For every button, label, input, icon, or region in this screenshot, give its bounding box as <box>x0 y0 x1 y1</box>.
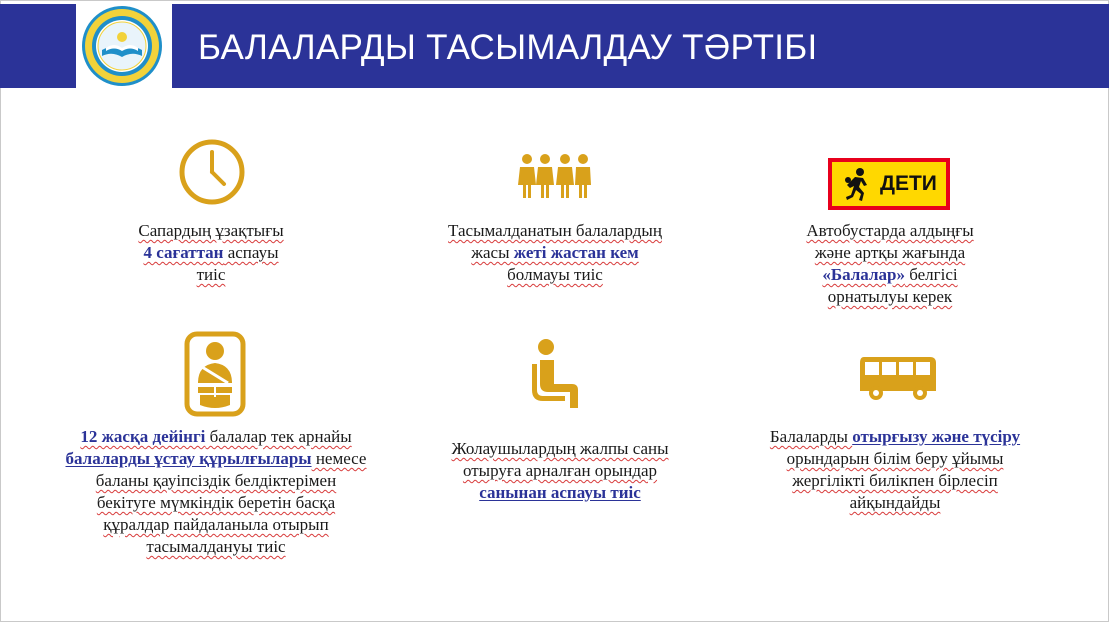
card-text-line <box>46 448 386 470</box>
highlight-text: «Балалар» <box>822 265 905 284</box>
text-segment: орындарын білім беру ұйымы <box>786 449 1004 468</box>
card-text-line <box>760 220 1020 242</box>
card-text-line <box>760 264 1020 286</box>
card-text-line <box>410 264 700 286</box>
text-segment: балалар тек арнайы <box>205 427 352 446</box>
text-segment: Сапардың ұзақтығы <box>138 221 284 240</box>
text-segment: аспауы <box>223 243 279 262</box>
child-seat-icon <box>184 331 246 417</box>
text-segment: немесе <box>311 449 367 468</box>
highlight-text: санынан аспауы тиіс <box>479 483 641 502</box>
text-segment: белгісі <box>904 265 958 284</box>
text-segment: Балаларды <box>769 427 853 446</box>
card-text-line <box>410 438 710 460</box>
text-segment: жергілікті билікпен бірлесіп <box>792 471 998 490</box>
card-text-line <box>410 460 710 482</box>
text-segment: отыруға арналған орындар <box>462 461 658 480</box>
card-text-line <box>740 492 1050 514</box>
children-group-icon <box>518 153 592 199</box>
card-text-line <box>46 426 386 448</box>
highlight-text: отырғызу және түсіру <box>852 427 1021 446</box>
highlight-text: жасқа дейінгі <box>101 427 206 446</box>
card-text-line <box>46 514 386 536</box>
card-text-line <box>96 242 326 264</box>
card-trip-duration <box>96 220 326 286</box>
text-segment: жасы <box>471 243 514 262</box>
running-children-icon <box>840 167 874 201</box>
clock-icon <box>178 138 246 206</box>
text-segment: және артқы жағында <box>814 243 966 262</box>
card-text-line <box>410 242 700 264</box>
highlight-text: жеті жастан кем <box>513 243 639 262</box>
text-segment: Жолаушылардың жалпы саны <box>451 439 669 458</box>
card-text-line <box>740 426 1050 448</box>
text-segment: тасымалдануы тиіс <box>146 537 286 556</box>
page-title: БАЛАЛАРДЫ ТАСЫМАЛДАУ ТӘРТІБІ <box>198 28 818 67</box>
card-text-line <box>46 492 386 514</box>
card-text-line <box>96 220 326 242</box>
text-segment: болмауы тиіс <box>507 265 603 284</box>
text-segment: бекітуге мүмкіндік беретін басқа <box>96 493 336 512</box>
card-text-line <box>410 482 710 504</box>
highlight-text: 12 <box>80 427 102 446</box>
text-segment: Тасымалданатын балалардың <box>448 221 662 240</box>
card-text-line <box>740 448 1050 470</box>
text-segment: айқындайды <box>849 493 941 512</box>
card-text-line <box>740 470 1050 492</box>
bus-icon <box>858 355 938 401</box>
card-text-line <box>96 264 326 286</box>
card-children-sign <box>760 220 1020 308</box>
text-segment: тиіс <box>196 265 226 284</box>
card-text-line <box>760 286 1020 308</box>
text-segment: орнатылуы керек <box>827 287 953 306</box>
card-children-age <box>410 220 700 286</box>
deti-sign-icon <box>828 158 950 210</box>
card-text-line <box>46 470 386 492</box>
card-child-restraint <box>46 426 386 558</box>
highlight-text: 4 сағаттан <box>143 243 224 262</box>
card-passenger-count <box>410 438 710 504</box>
highlight-text: балаларды ұстау құрылғылары <box>65 449 312 468</box>
seated-person-icon <box>530 338 580 410</box>
card-text-line <box>760 242 1020 264</box>
card-text-line <box>46 536 386 558</box>
text-segment: Автобустарда алдыңғы <box>806 221 974 240</box>
card-boarding-points <box>740 426 1050 514</box>
text-segment: құралдар пайдаланыла отырып <box>103 515 329 534</box>
header-left-bar <box>0 4 76 88</box>
text-segment: баланы қауіпсіздік белдіктерімен <box>95 471 337 490</box>
deti-sign-label: ДЕТИ <box>880 172 937 195</box>
card-text-line <box>410 220 700 242</box>
emblem-logo-icon <box>80 4 164 88</box>
